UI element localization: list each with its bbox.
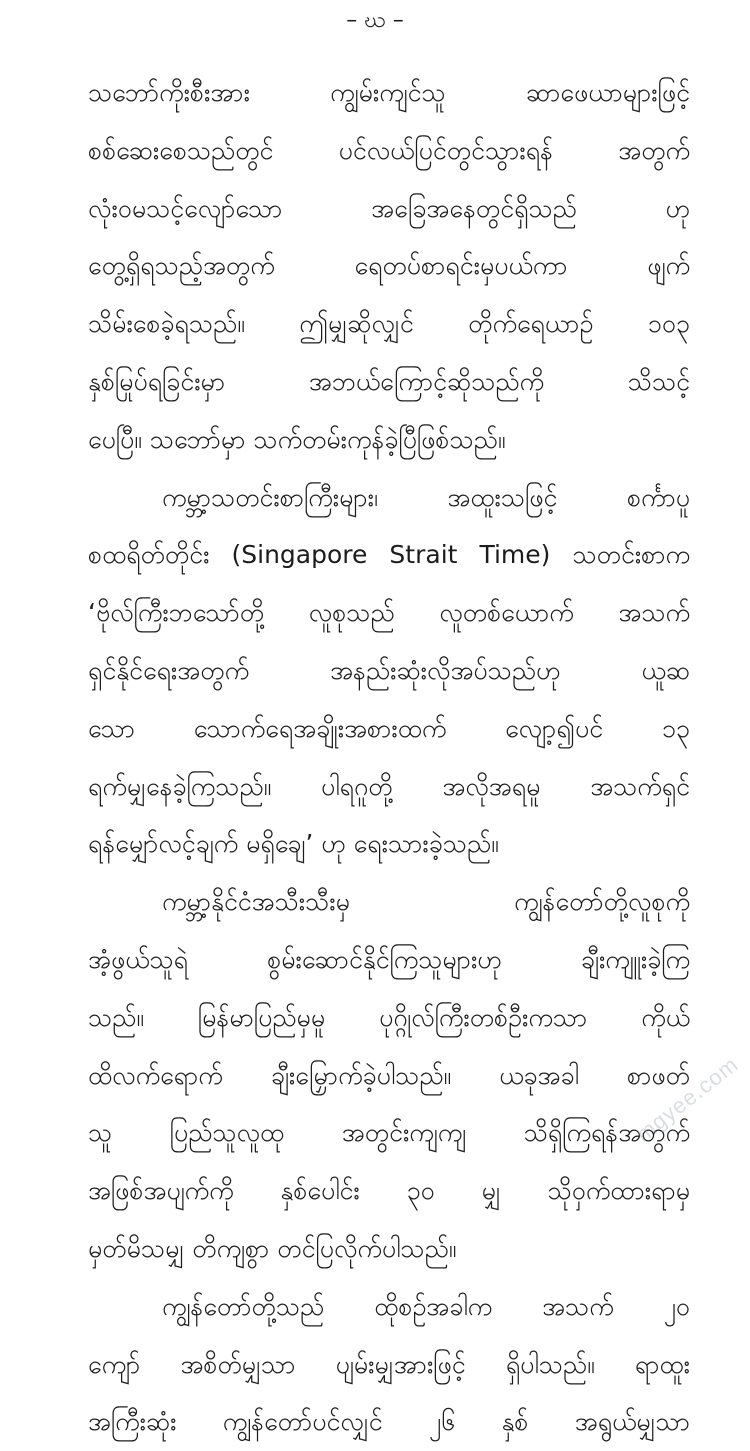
paragraph-4 bbox=[88, 1278, 690, 1451]
text-line: သူ ပြည်သူလူထု အတွင်းကျကျ သိရှိကြရန်အတွက် bbox=[88, 1118, 690, 1148]
text-line: ရန်မျှော်လင့်ချက် မရှိချေ’ ဟု ရေးသားခဲ့သည်။ bbox=[88, 829, 499, 859]
text-line: စစ်ဆေးစေသည်တွင် ပင်လယ်ပြင်တွင်သွားရန် အတွက် bbox=[88, 135, 690, 165]
paragraph-3 bbox=[88, 873, 690, 1278]
text-line: တွေ့ရှိရသည့်အတွက် ရေတပ်စာရင်းမှပယ်ကာ ဖျက် bbox=[88, 251, 690, 281]
text-line: ကျော် အစိတ်မျှသာ ပျမ်းမျှအားဖြင့် ရှိပါသည်။ ရာထူး bbox=[88, 1349, 690, 1379]
text-line: ကမ္ဘာ့သတင်းစာကြီးများ၊ အထူးသဖြင့် စင်္ကာပူ bbox=[162, 482, 690, 512]
text-line: လုံးဝမသင့်လျော်သော အခြေအနေတွင်ရှိသည် ဟု bbox=[88, 193, 690, 223]
text-line: ထိလက်ရောက် ချီးမြှောက်ခဲ့ပါသည်။ ယခုအခါ စာဖတ် bbox=[88, 1060, 690, 1090]
text-line: ကျွန်တော်တို့သည် ထိုစဉ်အခါက အသက် ၂၀ bbox=[162, 1291, 690, 1321]
text-line: သိမ်းစေခဲ့ရသည်။ ဤမျှဆိုလျှင် တိုက်ရေယာဉ် ၁၀၃ bbox=[88, 309, 690, 339]
page-number: – ဃ – bbox=[346, 8, 404, 33]
text-line: ‘ဗိုလ်ကြီးဘသော်တို့ လူစုသည် လူတစ်ယောက် အသက် bbox=[88, 598, 690, 628]
paragraph-1 bbox=[88, 64, 690, 469]
text-line: စထရိတ်တိုင်း (Singapore Strait Time) သတင်းစာက bbox=[88, 540, 690, 570]
text-line: ရက်မျှနေခဲ့ကြသည်။ ပါရဂူတို့ အလိုအရမူ အသက်ရှင် bbox=[88, 771, 690, 801]
text-line: ကမ္ဘာ့နိုင်ငံအသီးသီးမှ ကျွန်တော်တို့လူစုကို bbox=[162, 887, 690, 917]
paragraph-2 bbox=[88, 469, 690, 874]
text-line: နှစ်မြုပ်ရခြင်းမှာ အဘယ်ကြောင့်ဆိုသည်ကို သိသင့် bbox=[88, 366, 690, 396]
text-line: သော သောက်ရေအချိုးအစားထက် လျော့၍ပင် ၁၃ bbox=[88, 713, 690, 743]
text-line: ပေပြီ။ သဘော်မှာ သက်တမ်းကုန်ခဲ့ပြီဖြစ်သည်။ bbox=[88, 424, 506, 454]
text-line: အံ့ဖွယ်သူရဲ စွမ်းဆောင်နိုင်ကြသူများဟု ချီးကျူးခဲ့ကြ bbox=[88, 944, 690, 974]
text-line: အဖြစ်အပျက်ကို နှစ်ပေါင်း ၃၀ မျှ သိုဝှက်ထားရာမှ bbox=[88, 1176, 690, 1206]
body-text bbox=[88, 64, 690, 1451]
text-line: ရှင်နိုင်ရေးအတွက် အနည်းဆုံးလိုအပ်သည်ဟု ယူဆ bbox=[88, 655, 690, 685]
text-line: အကြီးဆုံး ကျွန်တော်ပင်လျှင် ၂၆ နှစ် အရွယ်မျှသာ bbox=[88, 1407, 690, 1437]
watermark: mgyee.com bbox=[631, 1051, 744, 1147]
text-line: သည်။ မြန်မာပြည်မှမူ ပုဂ္ဂိုလ်ကြီးတစ်ဦးကသာ ကိုယ် bbox=[88, 1002, 690, 1032]
text-line: မှတ်မိသမျှ တိကျစွာ တင်ပြလိုက်ပါသည်။ bbox=[88, 1233, 457, 1263]
text-line: သဘော်ကိုးစီးအား ကျွမ်းကျင်သူ ဆာဖေယာများဖြင့် bbox=[88, 78, 690, 107]
